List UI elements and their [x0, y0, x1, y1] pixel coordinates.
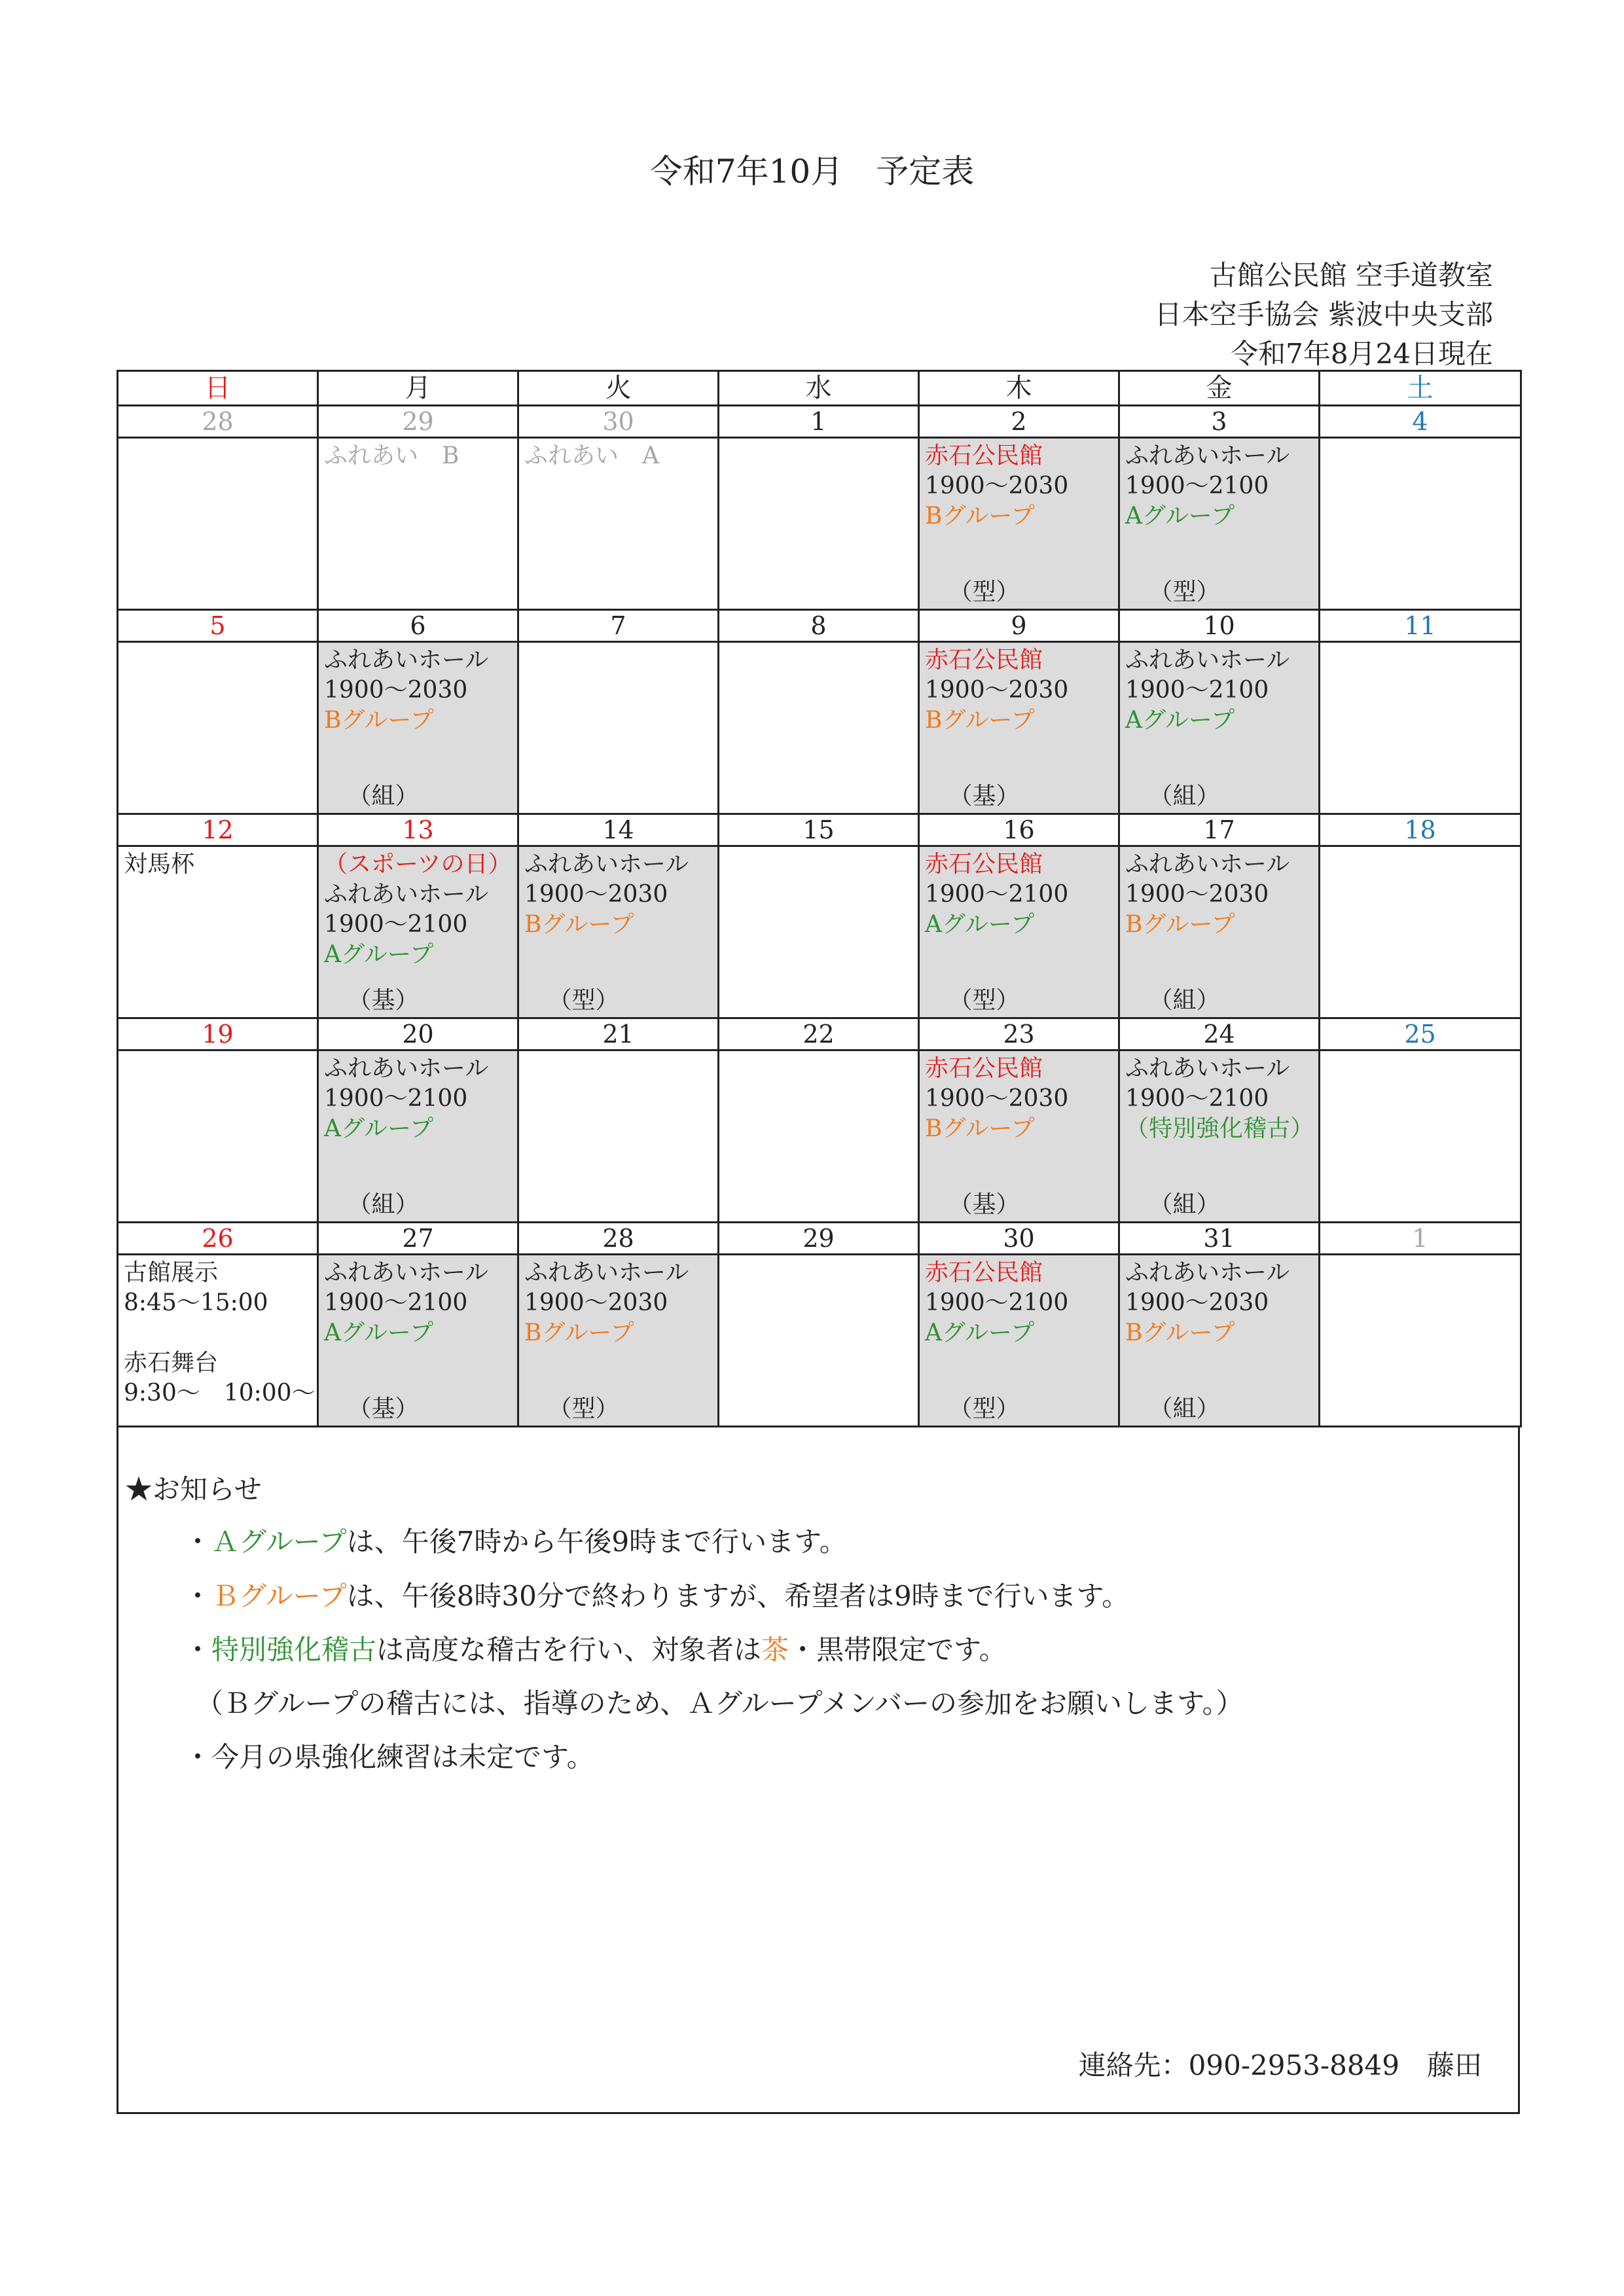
event-line: ふれあいホール	[1125, 442, 1290, 469]
date-number: 17	[1119, 814, 1320, 846]
date-number: 28	[518, 1223, 719, 1255]
day-cell	[1320, 846, 1521, 1018]
date-number: 7	[518, 610, 719, 642]
date-number: 3	[1119, 406, 1320, 438]
event-line: Bグループ	[324, 707, 434, 734]
schedule-row	[118, 1050, 1521, 1223]
event-line: 9:30～ 10:00～	[124, 1380, 316, 1407]
date-number: 19	[118, 1018, 318, 1050]
schedule-row	[118, 438, 1521, 610]
event-line: Bグループ	[524, 911, 634, 938]
day-cell	[318, 1050, 518, 1223]
day-cell	[919, 1050, 1119, 1223]
event-line: ふれあい A	[524, 442, 659, 469]
event-line: ふれあいホール	[324, 647, 489, 673]
day-cell	[719, 1050, 919, 1223]
event-line: 赤石舞台	[124, 1350, 219, 1376]
event-line: ふれあいホール	[324, 881, 489, 908]
day-cell	[919, 846, 1119, 1018]
event-line: （スポーツの日）	[324, 851, 512, 878]
notice-item	[196, 1682, 1244, 1721]
notice-text: 特別強化稽古	[211, 1634, 377, 1666]
date-number: 15	[719, 814, 919, 846]
event-line: ふれあいホール	[1125, 851, 1290, 878]
date-number: 23	[919, 1018, 1119, 1050]
day-cell	[1119, 438, 1320, 610]
contact-info: 連絡先：090-2953-8849 藤田	[1078, 2049, 1482, 2081]
date-number: 16	[919, 814, 1119, 846]
day-cell	[318, 438, 518, 610]
day-cell	[518, 1050, 719, 1223]
date-number: 24	[1119, 1018, 1320, 1050]
training-type: （型）	[948, 579, 1020, 605]
day-cell	[118, 438, 318, 610]
day-cell	[518, 642, 719, 814]
event-line: 赤石公民館	[925, 442, 1043, 469]
event-line: Bグループ	[925, 1115, 1035, 1142]
training-type: （組）	[348, 783, 419, 810]
training-type: （型）	[548, 987, 619, 1014]
date-number: 4	[1320, 406, 1521, 438]
training-type: （組）	[1149, 1395, 1220, 1422]
day-cell	[318, 642, 518, 814]
event-line: 赤石公民館	[925, 647, 1043, 673]
day-cell	[118, 1050, 318, 1223]
date-number: 12	[118, 814, 318, 846]
day-cell	[118, 1255, 318, 1427]
day-cell	[919, 642, 1119, 814]
event-line: ふれあいホール	[324, 1055, 489, 1082]
day-cell	[719, 438, 919, 610]
event-line: Bグループ	[925, 503, 1035, 529]
notice-item	[184, 1628, 1007, 1668]
event-line: 1900～2030	[1125, 1289, 1269, 1316]
date-number: 31	[1119, 1223, 1320, 1255]
date-number: 30	[919, 1223, 1119, 1255]
event-line: Aグループ	[925, 911, 1035, 938]
event-line: Aグループ	[324, 941, 434, 968]
date-row	[118, 1018, 1521, 1050]
notice-text: ・	[184, 1634, 212, 1666]
event-line: 1900～2100	[324, 1085, 468, 1112]
notice-text: Ａグループ	[211, 1526, 347, 1558]
date-number: 14	[518, 814, 719, 846]
event-line: 1900～2100	[925, 881, 1069, 908]
notice-text: は高度な稽古を行い、対象者は	[376, 1634, 762, 1666]
event-line: Bグループ	[925, 707, 1035, 734]
event-line: Aグループ	[324, 1115, 434, 1142]
notice-text: ・	[184, 1526, 212, 1558]
event-line: 1900～2100	[925, 1289, 1069, 1316]
date-number: 11	[1320, 610, 1521, 642]
day-cell	[318, 846, 518, 1018]
date-row	[118, 1223, 1521, 1255]
date-row	[118, 406, 1521, 438]
event-line: 対馬杯	[124, 851, 195, 878]
schedule-row	[118, 846, 1521, 1018]
notice-text: ・黒帯限定です。	[789, 1634, 1007, 1666]
day-cell	[518, 1255, 719, 1427]
weekday-mon: 月	[318, 371, 518, 406]
date-number: 9	[919, 610, 1119, 642]
event-line: 赤石公民館	[925, 1259, 1043, 1286]
event-line: 1900～2030	[925, 473, 1069, 499]
date-number: 2	[919, 406, 1119, 438]
date-number: 25	[1320, 1018, 1521, 1050]
weekday-tue: 火	[518, 371, 719, 406]
event-line: ふれあいホール	[524, 1259, 689, 1286]
page-title: 令和7年10月 予定表	[649, 152, 975, 190]
date-number: 6	[318, 610, 518, 642]
event-line: 1900～2100	[1125, 1085, 1269, 1112]
notice-text: は、午後7時から午後9時まで行います。	[346, 1526, 847, 1558]
notice-item	[184, 1575, 1129, 1614]
training-type: （型）	[548, 1395, 619, 1422]
training-type: （基）	[348, 1395, 419, 1422]
training-type: （組）	[348, 1191, 419, 1218]
day-cell	[1119, 1255, 1320, 1427]
training-type: （基）	[948, 1191, 1020, 1218]
date-row	[118, 814, 1521, 846]
day-cell	[1119, 1050, 1320, 1223]
event-line: 1900～2100	[1125, 677, 1269, 704]
day-cell	[1320, 1050, 1521, 1223]
day-cell	[1119, 642, 1320, 814]
day-cell	[1119, 846, 1320, 1018]
event-line: ふれあいホール	[1125, 1055, 1290, 1082]
event-line: 1900～2030	[925, 1085, 1069, 1112]
event-line: 1900～2030	[324, 677, 468, 704]
day-cell	[118, 846, 318, 1018]
day-cell	[118, 642, 318, 814]
training-type: （組）	[1149, 1191, 1220, 1218]
weekday-fri: 金	[1119, 371, 1320, 406]
event-line: Bグループ	[1125, 911, 1235, 938]
day-cell	[919, 438, 1119, 610]
date-number: 18	[1320, 814, 1521, 846]
notice-text: ・	[184, 1580, 212, 1612]
training-type: （型）	[948, 987, 1020, 1014]
notice-text: （Ｂグループの稽古には、指導のため、Ａグループメンバーの参加をお願いします。）	[196, 1687, 1244, 1719]
date-row	[118, 610, 1521, 642]
event-line: 1900～2100	[1125, 473, 1269, 499]
event-line: Aグループ	[1125, 707, 1235, 734]
weekday-wed: 水	[719, 371, 919, 406]
event-line: ふれあいホール	[324, 1259, 489, 1286]
date-number: 20	[318, 1018, 518, 1050]
weekday-sat: 土	[1320, 371, 1521, 406]
event-line: ふれあい B	[324, 442, 460, 469]
date-number: 26	[118, 1223, 318, 1255]
day-cell	[719, 846, 919, 1018]
date-number: 10	[1119, 610, 1320, 642]
event-line: 1900～2100	[324, 911, 468, 938]
event-line: ふれあいホール	[1125, 1259, 1290, 1286]
weekday-header-row	[118, 371, 1521, 406]
event-line: 赤石公民館	[925, 1055, 1043, 1082]
event-line: Aグループ	[925, 1319, 1035, 1346]
event-line	[124, 1318, 312, 1348]
training-type: （組）	[1149, 987, 1220, 1014]
notice-item	[184, 1520, 847, 1560]
day-cell	[1320, 642, 1521, 814]
date-number: 29	[719, 1223, 919, 1255]
date-number: 1	[719, 406, 919, 438]
day-cell	[719, 1255, 919, 1427]
training-type: （型）	[1149, 579, 1220, 605]
event-line: ふれあいホール	[524, 851, 689, 878]
notice-text: Ｂグループ	[211, 1580, 347, 1612]
training-type: （型）	[948, 1395, 1020, 1422]
event-line: 1900～2030	[1125, 881, 1269, 908]
as-of-date: 令和7年8月24日現在	[1231, 338, 1493, 370]
day-cell	[1320, 438, 1521, 610]
event-line: 1900～2030	[524, 1289, 668, 1316]
notice-item	[184, 1736, 594, 1775]
event-line: 8:45～15:00	[124, 1289, 268, 1316]
notice-heading: ★お知らせ	[125, 1473, 262, 1505]
day-cell	[1320, 1255, 1521, 1427]
day-cell	[518, 846, 719, 1018]
date-number: 29	[318, 406, 518, 438]
training-type: （組）	[1149, 783, 1220, 810]
notice-text: ・今月の県強化練習は未定です。	[184, 1741, 594, 1773]
training-type: （基）	[348, 987, 419, 1014]
event-line: Bグループ	[1125, 1319, 1235, 1346]
event-line: 1900～2030	[524, 881, 668, 908]
notice-box	[117, 1426, 1520, 2114]
schedule-row	[118, 1255, 1521, 1427]
notice-text: 茶	[761, 1634, 789, 1666]
event-line: 1900～2100	[324, 1289, 468, 1316]
event-line: Aグループ	[324, 1319, 434, 1346]
event-line: 古館展示	[124, 1259, 219, 1286]
date-number: 21	[518, 1018, 719, 1050]
event-line: （特別強化稽古）	[1125, 1115, 1314, 1142]
weekday-thu: 木	[919, 371, 1119, 406]
org-branch: 日本空手協会 紫波中央支部	[1154, 298, 1493, 331]
event-line: 1900～2030	[925, 677, 1069, 704]
event-line: Bグループ	[524, 1319, 634, 1346]
training-type: （基）	[948, 783, 1020, 810]
date-number: 22	[719, 1018, 919, 1050]
event-line: ふれあいホール	[1125, 647, 1290, 673]
date-number: 30	[518, 406, 719, 438]
date-number: 28	[118, 406, 318, 438]
date-number: 13	[318, 814, 518, 846]
date-number: 8	[719, 610, 919, 642]
day-cell	[919, 1255, 1119, 1427]
notice-text: は、午後8時30分で終わりますが、希望者は9時まで行います。	[346, 1580, 1130, 1612]
day-cell	[719, 642, 919, 814]
day-cell	[318, 1255, 518, 1427]
event-line: 赤石公民館	[925, 851, 1043, 878]
org-name: 古館公民館 空手道教室	[1209, 259, 1493, 291]
calendar-table	[117, 370, 1522, 1427]
date-number: 27	[318, 1223, 518, 1255]
day-cell	[518, 438, 719, 610]
date-number: 5	[118, 610, 318, 642]
event-line: Aグループ	[1125, 503, 1235, 529]
weekday-sun: 日	[118, 371, 318, 406]
schedule-row	[118, 642, 1521, 814]
date-number: 1	[1320, 1223, 1521, 1255]
